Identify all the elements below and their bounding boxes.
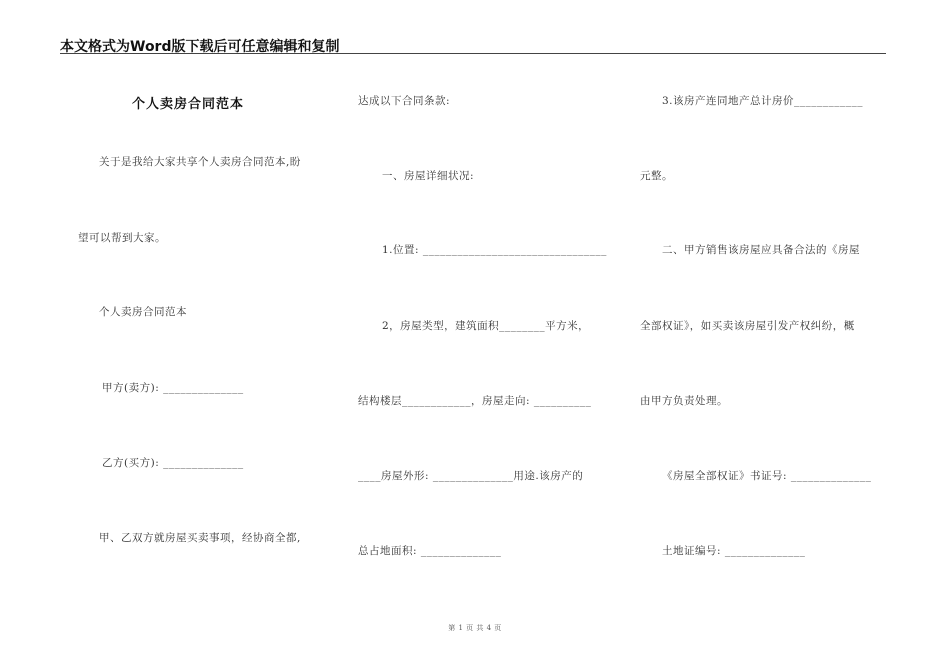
middle-column	[320, 0, 620, 672]
page-header-title: 本文格式为Word版下载后可任意编辑和复制	[60, 39, 340, 55]
section-title: 个人卖房合同范本	[99, 306, 187, 318]
seller-obligation-line-2: 全部权证》，如买卖该房屋引发产权纠纷，概	[640, 320, 855, 332]
page-number: 第 1 页 共 4 页	[448, 624, 502, 632]
intro-line-2: 望可以帮到大家。	[78, 232, 166, 244]
left-column	[0, 0, 320, 672]
ownership-cert-line: 《房屋全部权证》书证号: ______________	[662, 470, 872, 482]
party-b-line: 乙方(买方): ______________	[102, 457, 244, 469]
house-details-heading: 一、房屋详细状况:	[382, 170, 475, 182]
terms-line: 达成以下合同条款:	[358, 95, 451, 107]
right-column	[620, 0, 950, 672]
shape-usage-line: ____房屋外形: ______________用途.该房产的	[358, 470, 584, 482]
agreement-line: 甲、乙双方就房屋买卖事项，经协商全都,	[99, 532, 301, 544]
party-a-line: 甲方(卖方): ______________	[102, 382, 244, 394]
land-area-line: 总占地面积: ______________	[358, 545, 502, 557]
land-cert-line: 土地证编号: ______________	[662, 545, 806, 557]
document-title: 个人卖房合同范本	[132, 97, 245, 112]
total-price-line: 3.该房产连同地产总计房价____________	[662, 95, 864, 107]
seller-obligation-line-3: 由甲方负责处理。	[640, 395, 728, 407]
intro-line-1: 关于是我给大家共享个人卖房合同范本,盼	[99, 156, 301, 168]
house-type-line: 2，房屋类型，建筑面积________平方米，	[382, 320, 590, 332]
structure-line: 结构楼层____________，房屋走向: __________	[358, 395, 592, 407]
location-line: 1.位置: ________________________________	[382, 244, 607, 256]
seller-obligation-line-1: 二、甲方销售该房屋应具备合法的《房屋	[662, 244, 860, 256]
amount-suffix-line: 元整。	[640, 170, 673, 182]
